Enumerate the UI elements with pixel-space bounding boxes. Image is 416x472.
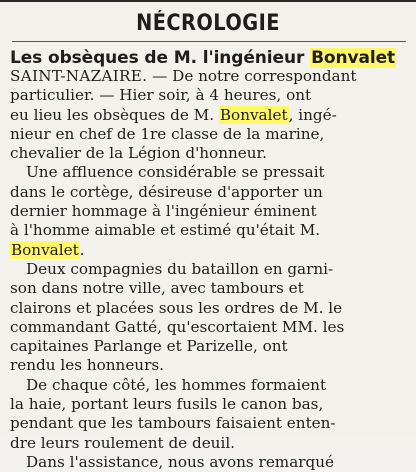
- line-text: — De notre correspondant: [147, 67, 357, 85]
- line-text: à l'homme aimable et estimé qu'était M.: [10, 221, 321, 240]
- top-rule: [0, 0, 416, 2]
- article-line: [10, 279, 406, 298]
- section-title: NÉCROLOGIE: [136, 11, 280, 36]
- article-line: [10, 202, 406, 221]
- article-line: [10, 221, 406, 240]
- line-text: commandant Gatté, qu'escortaient MM. les: [10, 317, 345, 336]
- article-line: [10, 337, 406, 356]
- article-line: [10, 299, 406, 318]
- article-line: [10, 356, 406, 375]
- line-text: dernier hommage à l'ingénieur éminent: [10, 202, 317, 221]
- article-line: [10, 376, 406, 395]
- article-line: [10, 144, 406, 163]
- article-line: [10, 414, 406, 433]
- highlighted-name: Bonvalet: [219, 105, 288, 124]
- title-rule: [12, 41, 406, 42]
- line-text: eu lieu les obsèques de M.: [10, 105, 219, 124]
- line-text: clairons et placées sous les ordres de M. le: [10, 298, 343, 317]
- line-text: De chaque côté, les hommes formaient: [26, 375, 327, 394]
- article-line: [10, 318, 406, 337]
- line-text: particulier. — Hier soir, à 4 heures, ont: [10, 86, 312, 105]
- headline-highlighted-name: Bonvalet: [311, 48, 396, 68]
- line-text: la haie, portant leurs fusils le canon bas,: [10, 395, 324, 414]
- article-line: [10, 260, 406, 279]
- article-line: [10, 434, 406, 453]
- article-line: [10, 106, 406, 125]
- line-text: capitaines Parlange et Parizelle, ont: [10, 337, 288, 356]
- article-line: [10, 395, 406, 414]
- article-body: [10, 67, 406, 472]
- article-line: [10, 183, 406, 202]
- dateline: SAINT-NAZAIRE.: [10, 67, 148, 85]
- line-text: nieur en chef de 1re classe de la marine,: [10, 124, 325, 143]
- article-line: [10, 125, 406, 144]
- headline-text: Les obsèques de M. l'ingénieur: [10, 48, 311, 68]
- line-text: dre leurs roulement de deuil.: [10, 433, 236, 452]
- article-line: [10, 86, 406, 105]
- line-text: Deux compagnies du bataillon en garni-: [26, 259, 334, 278]
- line-text: Dans l'assistance, nous avons remarqué: [26, 452, 335, 471]
- article-headline: [10, 47, 410, 69]
- highlighted-name: Bonvalet: [11, 240, 79, 259]
- line-text: son dans notre ville, avec tambours et: [10, 279, 304, 298]
- article-line: [10, 163, 406, 182]
- line-text: pendant que les tambours faisaient enten-: [10, 414, 336, 433]
- line-text: .: [79, 240, 85, 259]
- article-line: [10, 67, 406, 86]
- line-text: rendu les honneurs.: [10, 356, 164, 375]
- line-text: dans le cortège, désireuse d'apporter un: [10, 182, 323, 201]
- line-text: , ingé-: [288, 105, 337, 124]
- article-line: [10, 453, 406, 472]
- line-text: Une affluence considérable se pressait: [26, 163, 325, 182]
- line-text: chevalier de la Légion d'honneur.: [10, 144, 267, 163]
- article-line: [10, 241, 406, 260]
